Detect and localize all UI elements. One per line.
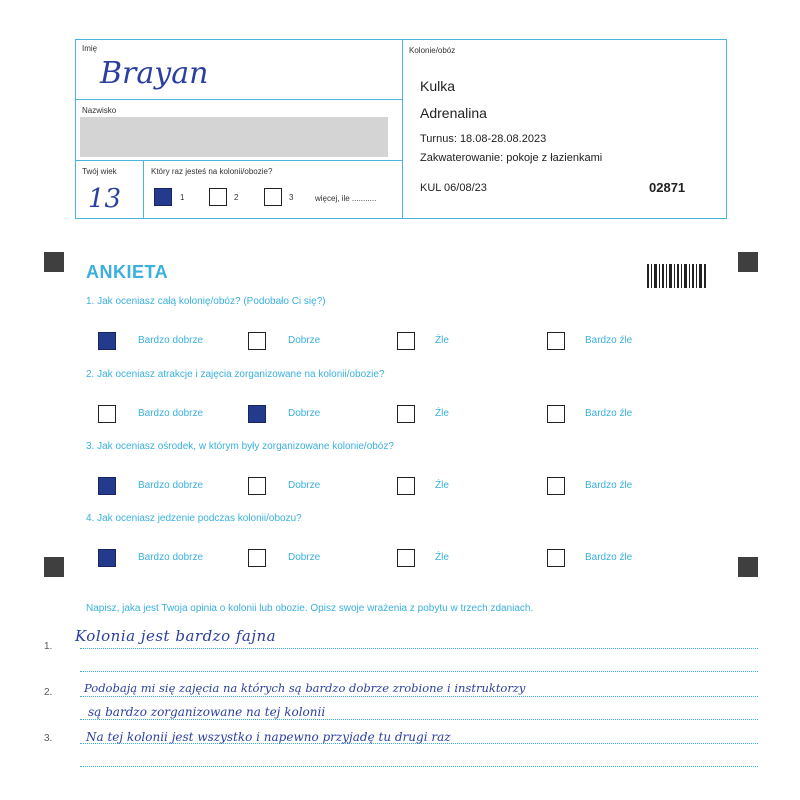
question-3-option-2: Dobrze: [288, 480, 321, 491]
answer-line-1a: [80, 648, 758, 649]
question-4-option-4: Bardzo źle: [585, 552, 633, 563]
header-divider-vertical: [402, 40, 403, 219]
question-4-checkbox-2[interactable]: [248, 549, 266, 567]
survey-title: ANKIETA: [86, 262, 169, 282]
header-divider-name: [76, 99, 402, 100]
camp-name-1: Kulka: [420, 78, 456, 94]
question-4-option-3: Źle: [435, 552, 449, 563]
registration-marker-bottom-right: [738, 557, 758, 577]
zakwaterowanie: Zakwaterowanie: pokoje z łazienkami: [420, 152, 603, 164]
question-3-option-1: Bardzo dobrze: [138, 480, 204, 491]
question-1-text: 1. Jak oceniasz całą kolonię/obóz? (Podobało Ci się?): [86, 296, 326, 307]
ktory-raz-checkbox-2[interactable]: [209, 188, 227, 206]
opinion-number-1: 1.: [44, 641, 53, 652]
wiek-value: 13: [88, 184, 122, 214]
question-3-checkbox-1[interactable]: [98, 477, 116, 495]
answer-line-2a: [80, 696, 758, 697]
opinion-line-2b: są bardzo zorganizowane na tej kolonii: [88, 705, 326, 719]
question-1-option-1: Bardzo dobrze: [138, 335, 204, 346]
question-3-checkbox-2[interactable]: [248, 477, 266, 495]
question-2-option-2: Dobrze: [288, 408, 321, 419]
question-1-option-4: Bardzo źle: [585, 335, 633, 346]
opinion-line-2a: Podobają mi się zajęcia na których są bardzo dobrze zrobione i instruktorzy: [84, 681, 526, 695]
question-4-checkbox-3[interactable]: [397, 549, 415, 567]
question-2-option-3: Źle: [435, 408, 449, 419]
ktory-raz-option-3: 3: [289, 193, 294, 202]
nazwisko-redacted: [80, 117, 388, 157]
registration-marker-top-left: [44, 252, 64, 272]
header-divider-age: [143, 160, 144, 219]
header-divider-surname: [76, 160, 402, 161]
question-2-checkbox-2[interactable]: [248, 405, 266, 423]
question-4-text: 4. Jak oceniasz jedzenie podczas kolonii/obozu?: [86, 513, 302, 524]
ktory-raz-checkbox-3[interactable]: [264, 188, 282, 206]
camp-name-2: Adrenalina: [420, 105, 487, 121]
barcode-icon: [647, 264, 707, 288]
nazwisko-label: Nazwisko: [82, 106, 117, 115]
question-4-checkbox-1[interactable]: [98, 549, 116, 567]
question-3-checkbox-4[interactable]: [547, 477, 565, 495]
question-1-checkbox-3[interactable]: [397, 332, 415, 350]
answer-line-1b: [80, 671, 758, 672]
imie-label: Imię: [82, 44, 98, 53]
opinion-number-3: 3.: [44, 733, 53, 744]
question-1-checkbox-4[interactable]: [547, 332, 565, 350]
opinion-line-1: Kolonia jest bardzo fajna: [75, 627, 277, 645]
wiek-label: Twój wiek: [82, 167, 117, 176]
question-3-checkbox-3[interactable]: [397, 477, 415, 495]
question-3-option-3: Źle: [435, 480, 449, 491]
question-4-option-1: Bardzo dobrze: [138, 552, 204, 563]
form-code: KUL 06/08/23: [420, 182, 487, 194]
form-number: 02871: [649, 180, 686, 195]
question-3-text: 3. Jak oceniasz ośrodek, w którym były zorganizowane kolonie/obóz?: [86, 441, 394, 452]
question-2-checkbox-1[interactable]: [98, 405, 116, 423]
question-4-option-2: Dobrze: [288, 552, 321, 563]
answer-line-2b: [80, 719, 758, 720]
ktory-raz-more: więcej, ile ...........: [315, 194, 377, 203]
question-1-checkbox-2[interactable]: [248, 332, 266, 350]
question-3-option-4: Bardzo źle: [585, 480, 633, 491]
ktory-raz-checkbox-1[interactable]: [154, 188, 172, 206]
ktory-raz-option-1: 1: [180, 193, 185, 202]
question-2-checkbox-3[interactable]: [397, 405, 415, 423]
opinion-prompt: Napisz, jaka jest Twoja opinia o kolonii lub obozie. Opisz swoje wrażenia z pobytu w trzech zdaniach.: [86, 603, 534, 614]
ktory-raz-option-2: 2: [234, 193, 239, 202]
opinion-line-3: Na tej kolonii jest wszystko i napewno przyjadę tu drugi raz: [86, 730, 451, 744]
question-1-option-3: Źle: [435, 335, 449, 346]
ktory-raz-label: Który raz jesteś na kolonii/obozie?: [151, 167, 273, 176]
answer-line-3b: [80, 766, 758, 767]
turnus: Turnus: 18.08-28.08.2023: [420, 133, 547, 145]
question-1-checkbox-1[interactable]: [98, 332, 116, 350]
question-4-checkbox-4[interactable]: [547, 549, 565, 567]
registration-marker-bottom-left: [44, 557, 64, 577]
opinion-number-2: 2.: [44, 687, 53, 698]
question-2-option-4: Bardzo źle: [585, 408, 633, 419]
question-2-checkbox-4[interactable]: [547, 405, 565, 423]
question-1-option-2: Dobrze: [288, 335, 321, 346]
question-2-option-1: Bardzo dobrze: [138, 408, 204, 419]
registration-marker-top-right: [738, 252, 758, 272]
kolonie-label: Kolonie/obóz: [409, 46, 456, 55]
question-2-text: 2. Jak oceniasz atrakcje i zajęcia zorganizowane na kolonii/obozie?: [86, 369, 385, 380]
imie-value: Brayan: [100, 56, 209, 91]
